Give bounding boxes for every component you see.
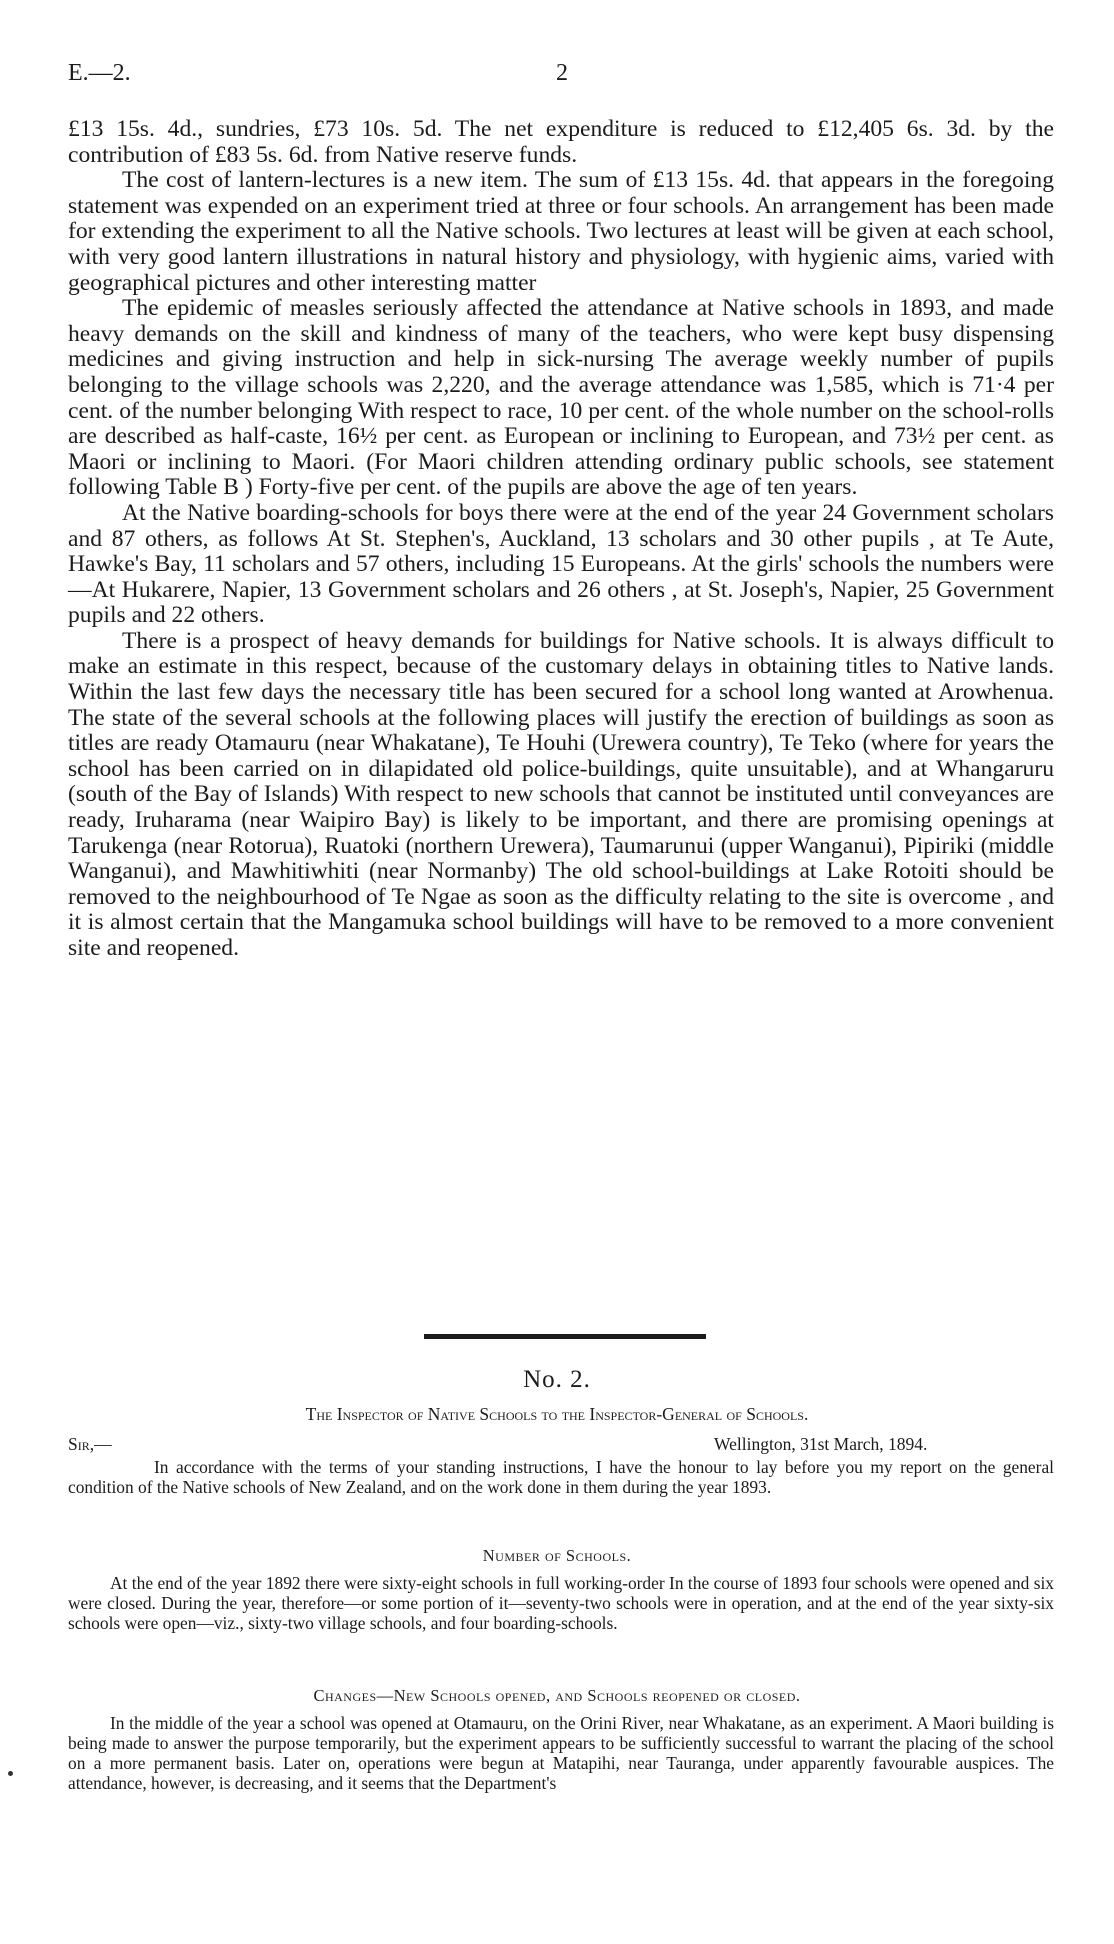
- letter-subtitle: The Inspector of Native Schools to the Inspector-General of Schools.: [305, 1404, 809, 1424]
- report-body: [68, 117, 1054, 962]
- section-heading-number-of-schools: Number of Schools.: [482, 1546, 632, 1565]
- section-changes: [68, 1713, 1054, 1793]
- paragraph-measles-epidemic: The epidemic of measles seriously affected the attendance at Native schools in 1893, and made heavy demands on the skill and kindness of many of the teachers, who were kept busy dispensing medicines and giving instruction and help in sick-nursing The average weekly number of pupils belonging to the village schools was 2,220, and the average attendance was 1,585, which is 71·4 per cent. of the number belonging With respect to race, 10 per cent. of the whole number on the school-rolls are described as half-caste, 16½ per cent. as European or inclining to European, and 73½ per cent. as Maori or inclining to Maori. (For Maori children attending ordinary public schools, see statement following Table B ) Forty-five per cent. of the pupils are above the age of ten years.: [68, 295, 1054, 501]
- paragraph-boarding-schools: At the Native boarding-schools for boys there were at the end of the year 24 Government scholars and 87 others, as follows At St. Stephen's, Auckland, 13 scholars and 30 other pupils , at Te Aute, Hawke's Bay, 11 scholars and 57 others, including 15 Europeans. At the girls' schools the numbers were—At Hukarere, Napier, 13 Government scholars and 26 others , at St. Joseph's, Napier, 25 Government pupils and 22 others.: [68, 499, 1054, 629]
- section-changes-text: In the middle of the year a school was opened at Otamauru, on the Orini River, near Whakatane, as an experiment. A Maori building is being made to answer the purpose temporarily, but the experiment appears to be sufficiently successful to warrant the placing of the school on a more permanent basis. Later on, operations were begun at Matapihi, near Tauranga, under apparently favourable auspices. The attendance, however, is decreasing, and it seems that the Department's: [68, 1713, 1054, 1793]
- paragraph-buildings: There is a prospect of heavy demands for buildings for Native schools. It is always difficult to make an estimate in this respect, because of the customary delays in obtaining titles to Native lands. Within the last few days the necessary title has been secured for a school long wanted at Arowhenua. The state of the several schools at the following places will justify the erection of buildings as soon as titles are ready Otamauru (near Whakatane), Te Houhi (Urewera country), Te Teko (where for years the school has been carried on in dilapidated old police-buildings, quite unsuitable), and at Whangaruru (south of the Bay of Islands) With respect to new schools that cannot be instituted until conveyances are ready, Iruharama (near Waipiro Bay) is likely to be important, and there are promising openings at Tarukenga (near Rotorua), Ruatoki (northern Urewera), Taumarunui (upper Wanganui), Pipiriki (middle Wanganui), and Mawhitiwhiti (near Normanby) The old school-buildings at Lake Rotoiti should be removed to the neighbourhood of Te Ngae as soon as the difficulty relating to the site is overcome , and it is almost certain that the Mangamuka school buildings will have to be removed to a more convenient site and reopened.: [68, 627, 1054, 961]
- letter-dateline: Wellington, 31st March, 1894.: [714, 1434, 928, 1454]
- page-number: 2: [556, 60, 568, 86]
- paragraph-lantern-lectures: The cost of lantern-lectures is a new item. The sum of £13 15s. 4d. that appears in the foregoing statement was expended on an experiment tried at three or four schools. An arrangement has been made for extending the experiment to all the Native schools. Two lectures at least will be given at each school, with very good lantern illustrations in natural history and physiology, with hygienic aims, varied with geographical pictures and other interesting matter: [68, 167, 1054, 296]
- section-number-of-schools-text: At the end of the year 1892 there were sixty-eight schools in full working-order In the course of 1893 four schools were opened and six were closed. During the year, therefore—or some portion of it—seventy-two schools were in operation, and at the end of the year sixty-six schools were open—viz., sixty-two village schools, and four boarding-schools.: [68, 1573, 1054, 1633]
- document-reference: E.—2.: [68, 60, 131, 86]
- letter-title: No. 2.: [523, 1366, 591, 1393]
- paragraph-expenditure: £13 15s. 4d., sundries, £73 10s. 5d. The net expenditure is reduced to £12,405 6s. 3d. by the contribution of £83 5s. 6d. from Native reserve funds.: [68, 116, 1054, 168]
- page-header: [68, 60, 1058, 94]
- letter-salutation: Sir,—: [68, 1434, 112, 1454]
- letter-intro: [68, 1457, 1054, 1497]
- letter-intro-text: In accordance with the terms of your standing instructions, I have the honour to lay before you my report on the general condition of the Native schools of New Zealand, and on the work done in them during the year 1893.: [68, 1457, 1054, 1497]
- margin-dot: [8, 1771, 13, 1776]
- section-divider: [424, 1334, 706, 1339]
- section-number-of-schools: [68, 1573, 1054, 1633]
- section-heading-changes: Changes—New Schools opened, and Schools reopened or closed.: [313, 1686, 801, 1705]
